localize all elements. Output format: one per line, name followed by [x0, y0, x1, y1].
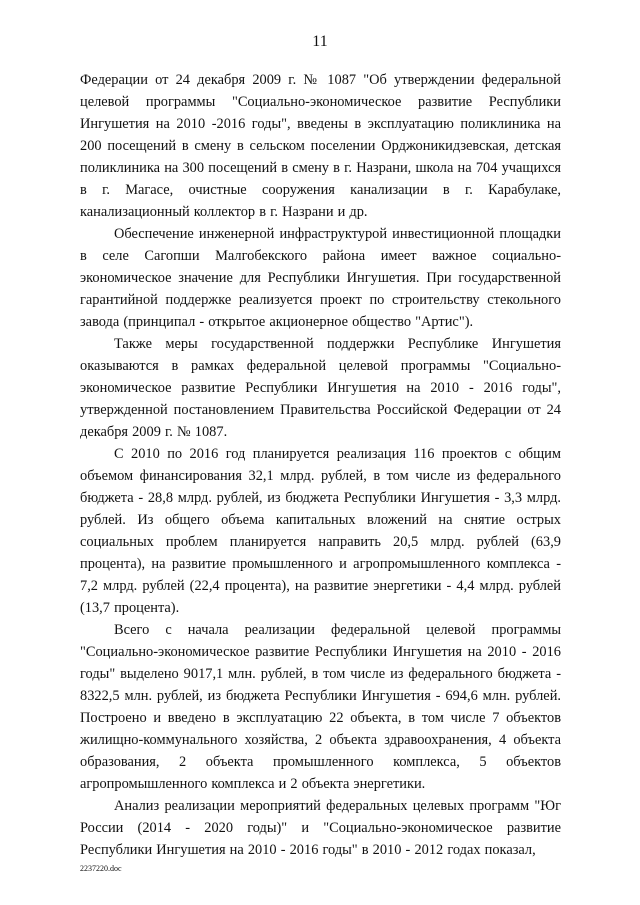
paragraph-continuation: Федерации от 24 декабря 2009 г. № 1087 "Об утверждении федеральной целевой программы "Социально-экономическое развитие Республики Ингушетия на 2010 -2016 годы", введены в эксплуатацию поликлиника на 200 посещений в смену в сельском поселении Орджоникидзевская, детская поликлиника на 300 посещений в смену в г. Назрани, школа на 704 учащихся в г. Магасе, очистные сооружения канализации в г. Карабулаке, канализационный коллектор в г. Назрани и др.: [80, 72, 561, 220]
page-number: 11: [312, 33, 328, 50]
document-body: [80, 69, 561, 861]
paragraph: Обеспечение инженерной инфраструктурой инвестиционной площадки в селе Сагопши Малгобекского района имеет важное социально-экономическое значение для Республики Ингушетия. При государственной гарантийной поддержке реализуется проект по строительству стекольного завода (принципал - открытое акционерное общество "Артис").: [80, 226, 561, 330]
paragraph: Также меры государственной поддержки Республике Ингушетия оказываются в рамках федеральной целевой программы "Социально-экономическое развитие Республики Ингушетия на 2010 - 2016 годы", утвержденной постановлением Правительства Российской Федерации от 24 декабря 2009 г. № 1087.: [80, 336, 561, 440]
paragraph: Всего с начала реализации федеральной целевой программы "Социально-экономическое развитие Республики Ингушетия на 2010 - 2016 годы" выделено 9017,1 млн. рублей, в том числе из федерального бюджета - 8322,5 млн. рублей, из бюджета Республики Ингушетия - 694,6 млн. рублей. Построено и введено в эксплуатацию 22 объекта, в том числе 7 объектов жилищно-коммунального хозяйства, 2 объекта здравоохранения, 4 объекта образования, 2 объекта промышленного комплекса, 5 объектов агропромышленного комплекса и 2 объекта энергетики.: [80, 622, 561, 792]
paragraph: С 2010 по 2016 год планируется реализация 116 проектов с общим объемом финансирования 32,1 млрд. рублей, в том числе из федерального бюджета - 28,8 млрд. рублей, из бюджета Республики Ингушетия - 3,3 млрд. рублей. Из общего объема капитальных вложений на снятие острых социальных проблем планируется направить 20,5 млрд. рублей (63,9 процента), на развитие промышленного и агропромышленного комплекса - 7,2 млрд. рублей (22,4 процента), на развитие энергетики - 4,4 млрд. рублей (13,7 процента).: [80, 446, 561, 616]
file-footer: 2237220.doc: [80, 864, 122, 873]
paragraph: Анализ реализации мероприятий федеральных целевых программ "Юг России (2014 - 2020 годы)" и "Социально-экономическое развитие Республики Ингушетия на 2010 - 2016 годы" в 2010 - 2012 годах показал,: [80, 798, 561, 858]
